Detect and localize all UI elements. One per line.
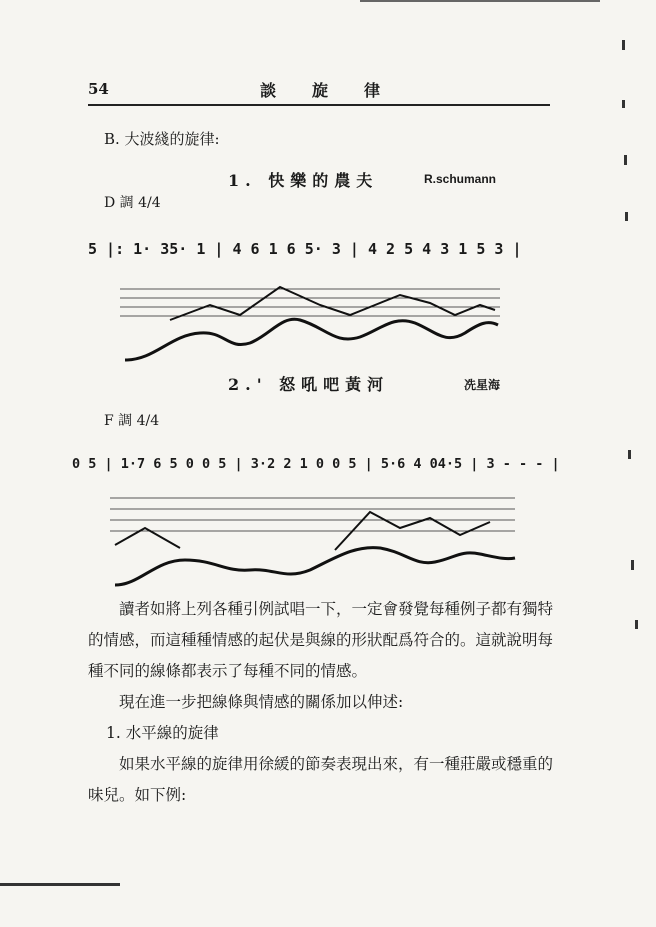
scan-mark	[622, 40, 625, 50]
header-rule	[88, 104, 550, 106]
paragraph-2: 現在進一步把線條與情感的關係加以伸述:	[119, 693, 404, 711]
top-edge-mark	[360, 0, 600, 2]
example2-notation: 0 5 | 1·7 6 5 0 0 5 | 3·2 2 1 0 0 5 | 5·6 4 04·5 | 3 - - - |	[72, 456, 560, 472]
scan-mark	[624, 155, 627, 165]
subsection-title: 1. 水平線的旋律	[106, 724, 219, 742]
bottom-edge-shadow	[0, 883, 120, 886]
staff-lines	[110, 498, 515, 531]
scan-mark	[631, 560, 634, 570]
example1-composer: R.schumann	[424, 172, 497, 186]
section-title: B. 大波綫的旋律:	[104, 130, 220, 148]
example2-melodic-contour-diagram	[100, 490, 530, 588]
body-text	[88, 594, 558, 811]
scan-mark	[625, 212, 628, 221]
example2-title: 2.' 怒吼吧黃河	[228, 375, 390, 394]
page-number: 54	[88, 80, 109, 98]
example1-notation: 5 |: 1· 35· 1 | 4 6 1 6 5· 3 | 4 2 5 4 3 1 5 3 |	[88, 240, 522, 258]
scan-mark	[635, 620, 638, 629]
scan-mark	[622, 100, 625, 108]
example1-title: 1. 快樂的農夫	[228, 171, 379, 190]
paragraph-3: 如果水平線的旋律用徐緩的節奏表現出來，有一種莊嚴或穩重的味兒。如下例:	[88, 755, 554, 804]
scan-mark	[628, 450, 631, 459]
example1-melodic-contour-diagram	[110, 275, 510, 370]
paragraph-1: 讀者如將上列各種引例試唱一下，一定會發覺每種例子都有獨特的情感，而這種種情感的起伏是與線的形狀配爲符合的。這就說明每種不同的線條都表示了每種不同的情感。	[88, 600, 554, 680]
example1-key: D 調 4/4	[104, 195, 161, 211]
example2-key: F 調 4/4	[104, 413, 160, 429]
wave-line	[125, 319, 498, 360]
example2-composer: 冼星海	[464, 378, 501, 392]
staff-lines	[120, 289, 500, 316]
running-title: 談旋律	[260, 81, 417, 100]
wave-line	[115, 548, 515, 585]
melody-line	[170, 287, 495, 320]
